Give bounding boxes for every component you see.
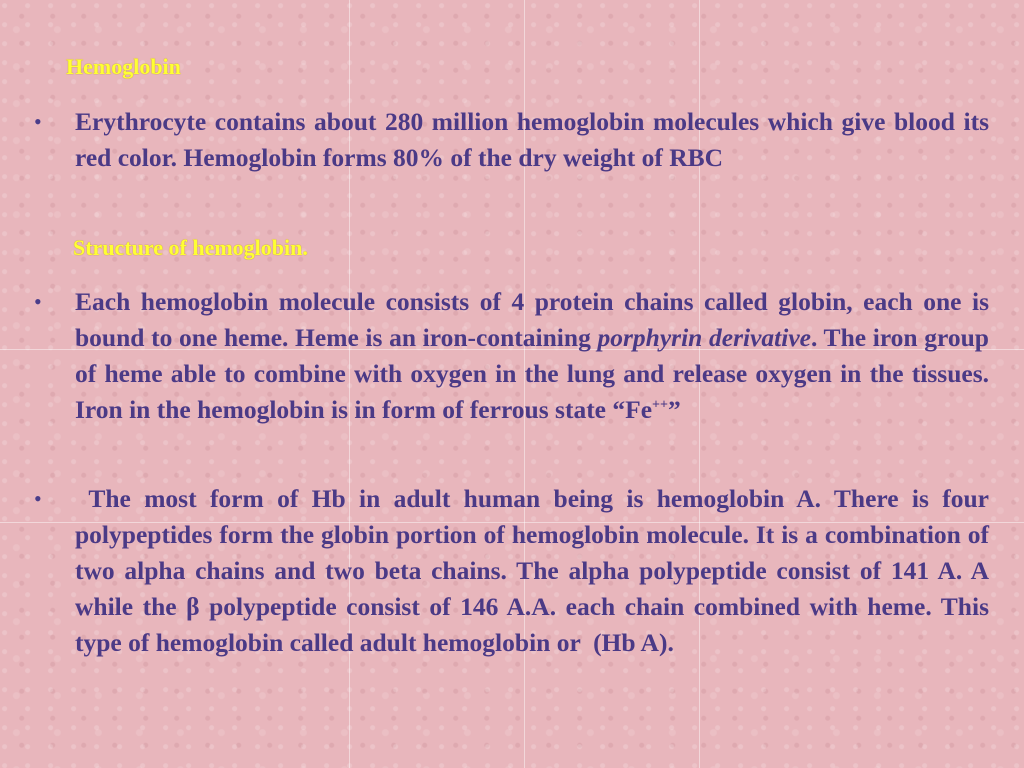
italic-term: porphyrin derivative	[597, 323, 811, 352]
section-heading-hemoglobin: Hemoglobin	[66, 54, 181, 79]
section-heading-structure: Structure of hemoglobin.	[73, 235, 308, 260]
bullet-item	[34, 104, 989, 176]
bullet-text: Erythrocyte contains about 280 million hemoglobin molecules which give blood its red color. Hemoglobin forms 80% of the dry weight of RBC	[75, 107, 989, 172]
superscript-charge: ++	[652, 397, 668, 413]
text-segment: Each hemoglobin molecule consists of 4 protein chains called globin, each one is bound to one heme. Heme is an iron-containing	[75, 287, 989, 352]
bullet-icon: •	[34, 486, 42, 511]
bullet-item	[34, 481, 996, 661]
text-segment: . The iron group of heme able to combine with oxygen in the lung and release oxygen in the tissues. Iron in the hemoglobin is in form of ferrous state “Fe	[75, 323, 989, 424]
bullet-text: The most form of Hb in adult human being is hemoglobin A. There is four polypeptides form the globin portion of hemoglobin molecule. It is a combination of two alpha chains and two beta chains. The alpha polypeptide consist of 141 A. A while the β polypeptide consist of 146 A.A. each chain combined with heme. This type of hemoglobin called adult hemoglobin or (Hb A).	[75, 484, 996, 657]
bullet-item	[34, 284, 989, 428]
bullet-text	[75, 284, 989, 428]
bullet-icon: •	[34, 109, 42, 134]
text-segment: ”	[668, 395, 681, 424]
bullet-icon: •	[34, 289, 42, 314]
